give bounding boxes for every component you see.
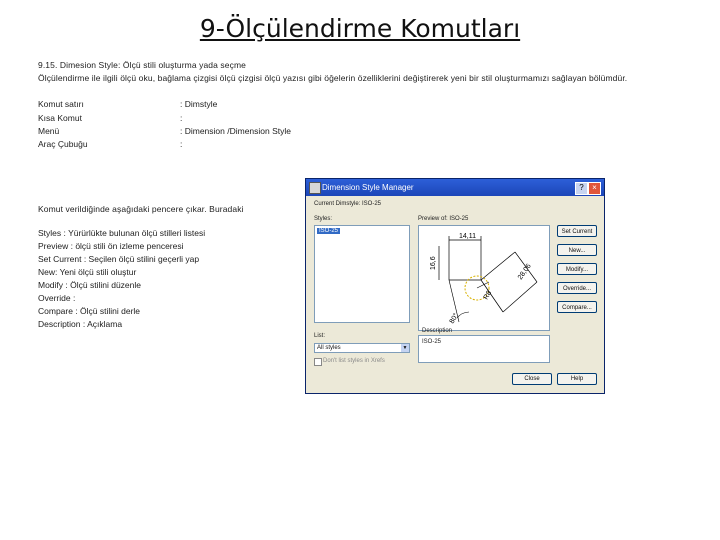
list-item: Preview : ölçü stili ön izleme penceresi [38,241,184,251]
page-title: 9-Ölçülendirme Komutları [199,14,521,43]
list-item: Modify : Ölçü stilini düzenle [38,280,141,290]
override-button[interactable]: Override... [557,282,597,294]
list-filter-select[interactable] [314,343,410,353]
new-button[interactable]: New... [557,244,597,256]
list-item: New: Yeni ölçü stili oluştur [38,267,137,277]
list-item: Set Current : Seçilen ölçü stilini geçerli yap [38,254,200,264]
command-key: Komut satırı [38,99,84,109]
description-box [418,335,550,363]
list-item: Styles : Yürürlükte bulunan ölçü stilleri listesi [38,228,206,238]
list-item: Override : [38,293,76,303]
preview-label: Preview of: ISO-25 [418,216,469,222]
command-value: : Dimstyle [180,99,218,109]
compare-button[interactable]: Compare... [557,301,597,313]
intro-line-1: 9.15. Dimesion Style: Ölçü stili oluşturma yada seçme [38,60,246,70]
list-item: Compare : Ölçü stilini derle [38,306,141,316]
dim-angled-label: 28,06 [516,262,533,282]
command-value: : [180,113,183,123]
preview-pane [418,225,550,331]
dialog-titlebar [306,179,604,196]
description-label: Description [422,328,453,334]
command-value: : Dimension /Dimension Style [180,126,292,136]
chevron-down-icon[interactable]: ▼ [402,345,408,351]
styles-list[interactable] [314,225,410,323]
description-value: ISO-25 [422,339,442,345]
list-filter-value: All styles [317,345,341,351]
set-current-button[interactable]: Set Current [557,225,597,237]
list-item: Description : Açıklama [38,319,123,329]
current-style-label: Current Dimstyle: ISO-25 [314,201,382,207]
close-icon[interactable]: × [588,182,601,195]
help-icon[interactable]: ? [575,182,588,195]
close-button[interactable]: Close [512,373,552,385]
dim-bottom-label: 80° [448,312,461,325]
intro-line-2: Ölçülendirme ile ilgili ölçü oku, bağlama çizgisi ölçü çizgisi ölçü yazısı gibi öğelerin özelliklerini değiştirerek yeni bir stil oluşturmamızı sağlayan bölümdür. [38,73,628,83]
dim-top-label: 14,11 [459,233,476,240]
dialog-title: Dimension Style Manager [322,183,414,192]
app-icon [309,182,321,194]
style-item-selected[interactable]: ISO-25 [319,228,339,234]
help-button[interactable]: Help [557,373,597,385]
command-key: Menü [38,126,60,136]
dimension-preview-drawing [419,226,549,330]
description-list [38,227,205,331]
modify-button[interactable]: Modify... [557,263,597,275]
command-key: Araç Çubuğu [38,139,88,149]
dimension-style-manager-dialog [305,178,605,394]
command-key: Kısa Komut [38,113,82,123]
list-label: List: [314,333,326,339]
styles-label: Styles: [314,216,333,222]
dim-left-label: 16,6 [430,256,437,270]
dim-radius-label: R8 [482,289,494,301]
xref-checkbox[interactable] [314,358,322,366]
window-note: Komut verildiğinde aşağıdaki pencere çıkar. Buradaki [38,204,244,214]
command-value: : [180,139,183,149]
xref-checkbox-label: Don't list styles in Xrefs [323,358,385,364]
